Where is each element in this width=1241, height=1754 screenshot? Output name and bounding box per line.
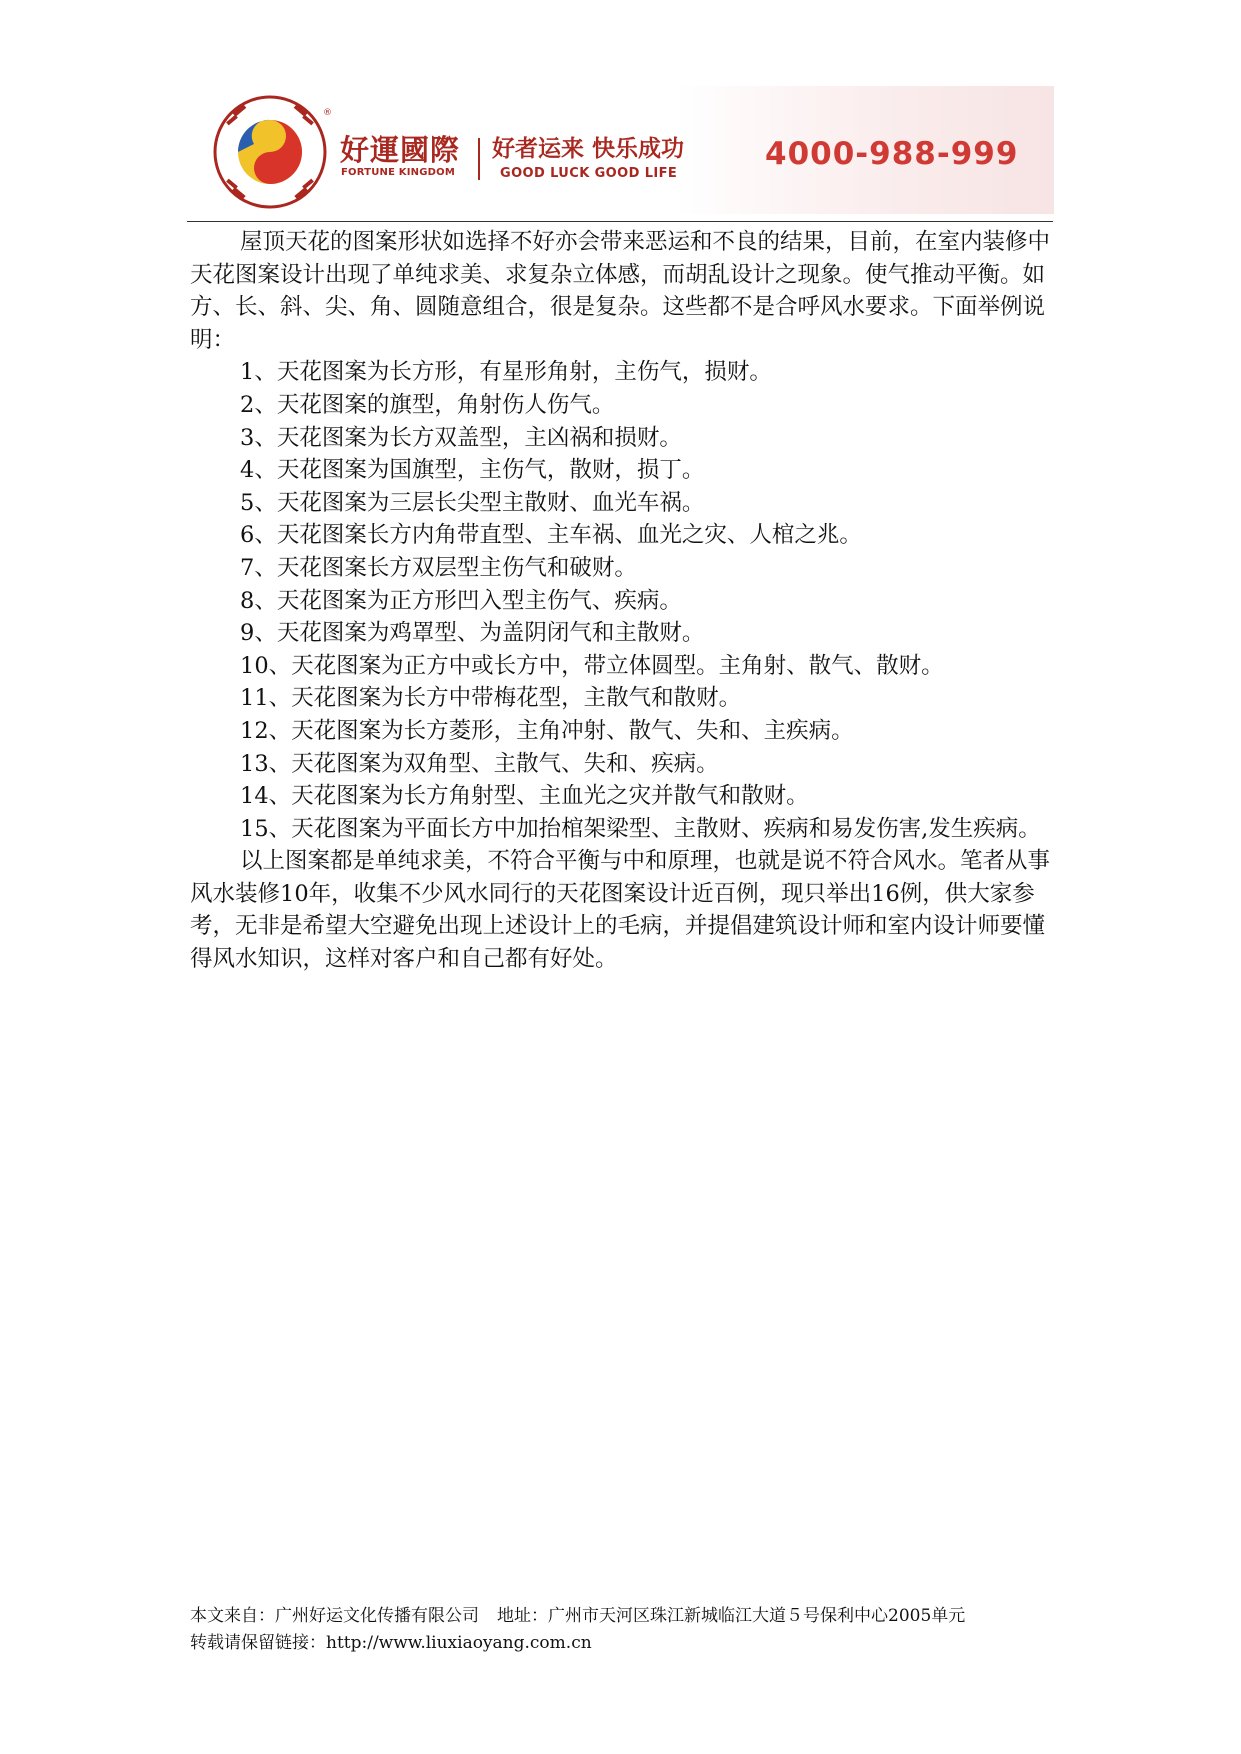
list-item: 5、天花图案为三层长尖型主散财、血光车祸。	[240, 489, 705, 516]
footer-line-1	[190, 1603, 965, 1630]
header-rule	[187, 221, 1053, 222]
list-item: 3、天花图案为长方双盖型，主凶祸和损财。	[240, 424, 682, 451]
list-item: 1、天花图案为长方形，有星形角射，主伤气，损财。	[240, 359, 772, 386]
brand-name-cn: 好運國際	[340, 133, 461, 167]
brand-name-en: FORTUNE KINGDOM	[341, 167, 456, 178]
intro-paragraph: 屋顶天花的图案形状如选择不好亦会带来恶运和不良的结果，目前，在室内装修中天花图案设计出现了单纯求美、求复杂立体感，而胡乱设计之现象。使气推动平衡。如方、长、斜、尖、角、圆随意组合，很是复杂。这些都不是合呼风水要求。下面举例说明：	[190, 229, 1051, 353]
list-item: 13、天花图案为双角型、主散气、失和、疾病。	[240, 750, 719, 777]
footer-link[interactable]: 转载请保留链接：http://www.liuxiaoyang.com.cn	[190, 1633, 592, 1653]
banner-divider	[478, 138, 480, 180]
list-item: 6、天花图案长方内角带直型、主车祸、血光之灾、人棺之兆。	[240, 522, 862, 549]
footer-source: 本文来自：广州好运文化传播有限公司	[190, 1606, 479, 1626]
footer-address: 地址：广州市天河区珠江新城临江大道５号保利中心2005单元	[497, 1606, 966, 1626]
list-item: 8、天花图案为正方形凹入型主伤气、疾病。	[240, 587, 682, 614]
slogan-en: GOOD LUCK GOOD LIFE	[500, 166, 678, 181]
list-item: 4、天花图案为国旗型，主伤气，散财，损丁。	[240, 457, 705, 484]
list-item: 10、天花图案为正方中或长方中，带立体圆型。主角射、散气、散财。	[240, 652, 944, 679]
article-body	[190, 226, 1060, 976]
taiji-swirl-logo-icon	[212, 94, 328, 210]
page-footer	[190, 1603, 965, 1657]
conclusion-paragraph: 以上图案都是单纯求美，不符合平衡与中和原理，也就是说不符合风水。笔者从事风水装修10年，收集不少风水同行的天花图案设计近百例，现只举出16例，供大家参考，无非是希望大空避免出现上述设计上的毛病，并提倡建筑设计师和室内设计师要懂得风水知识，这样对客户和自己都有好处。	[190, 848, 1051, 973]
hotline-phone: 4000-988-999	[765, 136, 1019, 172]
list-item: 9、天花图案为鸡罩型、为盖阴闭气和主散财。	[240, 620, 705, 647]
list-item: 11、天花图案为长方中带梅花型，主散气和散财。	[240, 685, 742, 712]
header-banner	[212, 86, 1054, 214]
slogan-cn: 好者运来 快乐成功	[492, 136, 685, 162]
list-item: 14、天花图案为长方角射型、主血光之灾并散气和散财。	[240, 783, 809, 810]
list-item: 7、天花图案长方双层型主伤气和破财。	[240, 554, 637, 581]
registered-mark: ®	[323, 108, 332, 118]
list-item: 2、天花图案的旗型，角射伤人伤气。	[240, 391, 615, 418]
list-item: 15、天花图案为平面长方中加抬棺架梁型、主散财、疾病和易发伤害,发生疾病。	[240, 815, 1041, 842]
list-item: 12、天花图案为长方菱形，主角冲射、散气、失和、主疾病。	[240, 717, 854, 744]
